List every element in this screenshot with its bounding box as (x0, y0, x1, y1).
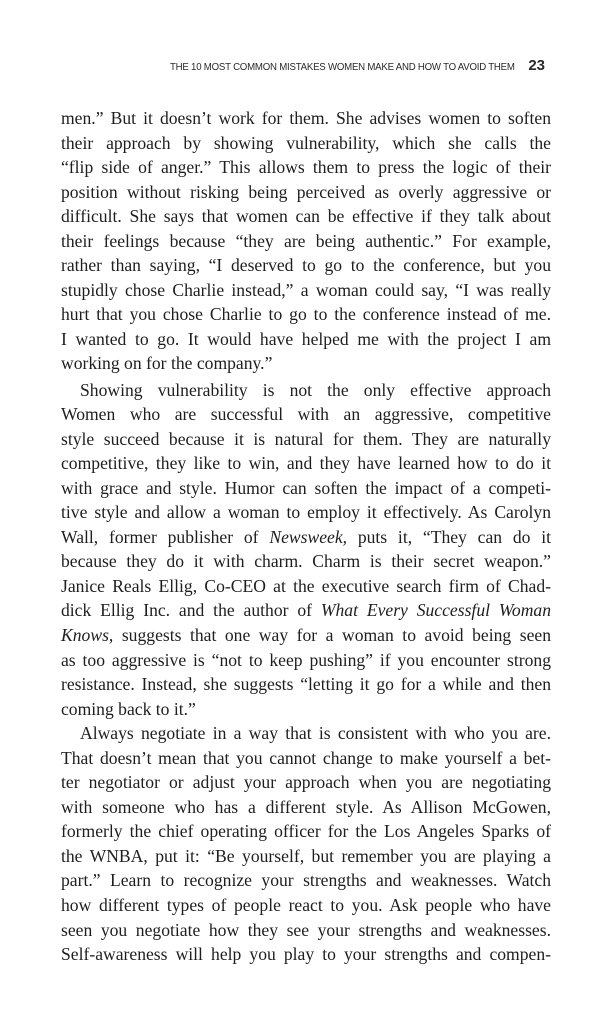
running-title: THE 10 MOST COMMON MISTAKES WOMEN MAKE AND HOW TO AVOID THEM (169, 61, 515, 73)
text-line (61, 549, 551, 574)
text-segment: men.” But it doesn’t work for them. She advises women to soften (61, 108, 551, 128)
text-line (61, 351, 551, 376)
text-line (61, 302, 551, 327)
text-line (61, 402, 551, 427)
text-line (61, 721, 551, 746)
text-line (61, 106, 551, 131)
text-segment: dick Ellig Inc. and the author of (61, 600, 321, 621)
text-segment: That doesn’t mean that you cannot change to make yourself a bet- (61, 747, 551, 768)
text-line (61, 697, 551, 722)
text-segment: hurt that you chose Charlie to go to the conference instead of me. (61, 304, 551, 325)
text-line (61, 451, 551, 476)
text-line (61, 180, 551, 205)
text-segment: the WNBA, put it: “Be yourself, but remember you are playing a (61, 845, 551, 866)
text-line (61, 623, 551, 648)
text-line (61, 253, 551, 278)
body-text (61, 106, 551, 967)
text-segment: Showing vulnerability is not the only effective approach (80, 379, 551, 400)
text-segment: with grace and style. Humor can soften the impact of a competi- (61, 477, 551, 498)
text-line (61, 229, 551, 254)
text-segment: part.” Learn to recognize your strengths and weaknesses. Watch (61, 870, 551, 891)
text-segment: Always negotiate in a way that is consistent with who you are. (80, 723, 551, 744)
text-line (61, 574, 551, 599)
text-segment: “flip side of anger.” This allows them to press the logic of their (61, 157, 551, 178)
text-line (61, 868, 551, 893)
text-line (61, 500, 551, 525)
text-segment: competitive, they like to win, and they have learned how to do it (61, 453, 551, 474)
text-line (61, 155, 551, 180)
paragraph (61, 378, 551, 722)
text-segment: resistance. Instead, she suggests “letting it go for a while and then (61, 674, 551, 695)
text-line (61, 942, 551, 967)
text-segment: style succeed because it is natural for them. They are naturally (61, 428, 551, 449)
text-line (61, 844, 551, 869)
italic-title: Knows, (61, 624, 114, 645)
text-line (61, 795, 551, 820)
text-segment: Janice Reals Ellig, Co-CEO at the executive search firm of Chad- (61, 575, 551, 596)
text-segment: how different types of people react to you. Ask people who have (61, 895, 551, 915)
text-segment: rather than saying, “I deserved to go to the conference, but you (61, 255, 551, 276)
text-segment: stupidly chose Charlie instead,” a woman could say, “I was really (61, 279, 551, 300)
text-segment: difficult. She says that women can be effective if they talk about (61, 206, 551, 227)
text-segment: as too aggressive is “not to keep pushing” if you encounter strong (61, 649, 551, 670)
paragraph (61, 721, 551, 966)
text-line (61, 327, 551, 352)
text-segment: formerly the chief operating officer for the Los Angeles Sparks of (61, 821, 551, 842)
text-segment: because they do it with charm. Charm is their secret weapon.” (61, 551, 551, 572)
text-line (61, 819, 551, 844)
text-line (61, 525, 551, 550)
text-segment: their feelings because “they are being authentic.” For example, (61, 230, 551, 251)
text-segment: suggests that one way for a woman to avoid being seen (113, 624, 551, 645)
text-segment: Women who are successful with an aggressive, competitive (61, 404, 551, 425)
text-segment: with someone who has a different style. As Allison McGowen, (61, 796, 551, 817)
text-line (61, 427, 551, 452)
text-segment: coming back to it.” (61, 698, 196, 719)
text-line (61, 770, 551, 795)
page-number: 23 (528, 57, 545, 74)
text-segment: puts it, “They can do it (347, 526, 552, 547)
text-line (61, 131, 551, 156)
text-segment: their approach by showing vulnerability, which she calls the (61, 132, 551, 153)
text-segment: Wall, former publisher of (61, 526, 270, 547)
text-segment: I wanted to go. It would have helped me with the project I am (61, 328, 551, 349)
text-segment: tive style and allow a woman to employ it effectively. As Carolyn (61, 502, 551, 523)
text-line (61, 476, 551, 501)
text-line (61, 918, 551, 943)
text-segment: ter negotiator or adjust your approach when you are negotiating (61, 772, 551, 793)
text-line (61, 278, 551, 303)
text-line (61, 204, 551, 229)
text-line (61, 893, 551, 918)
running-header (140, 57, 545, 74)
text-segment: Self-awareness will help you play to your strengths and compen- (61, 944, 551, 965)
paragraph (61, 106, 551, 376)
text-line (61, 672, 551, 697)
text-segment: position without risking being perceived as overly aggressive or (61, 181, 551, 202)
text-line (61, 648, 551, 673)
text-segment: seen you negotiate how they see your strengths and weaknesses. (61, 919, 551, 940)
text-line (61, 598, 551, 623)
text-line (61, 746, 551, 771)
italic-title: What Every Successful Woman (320, 600, 551, 621)
text-line (61, 378, 551, 403)
italic-title: Newsweek, (269, 526, 348, 547)
text-segment: working on for the company.” (61, 353, 273, 374)
